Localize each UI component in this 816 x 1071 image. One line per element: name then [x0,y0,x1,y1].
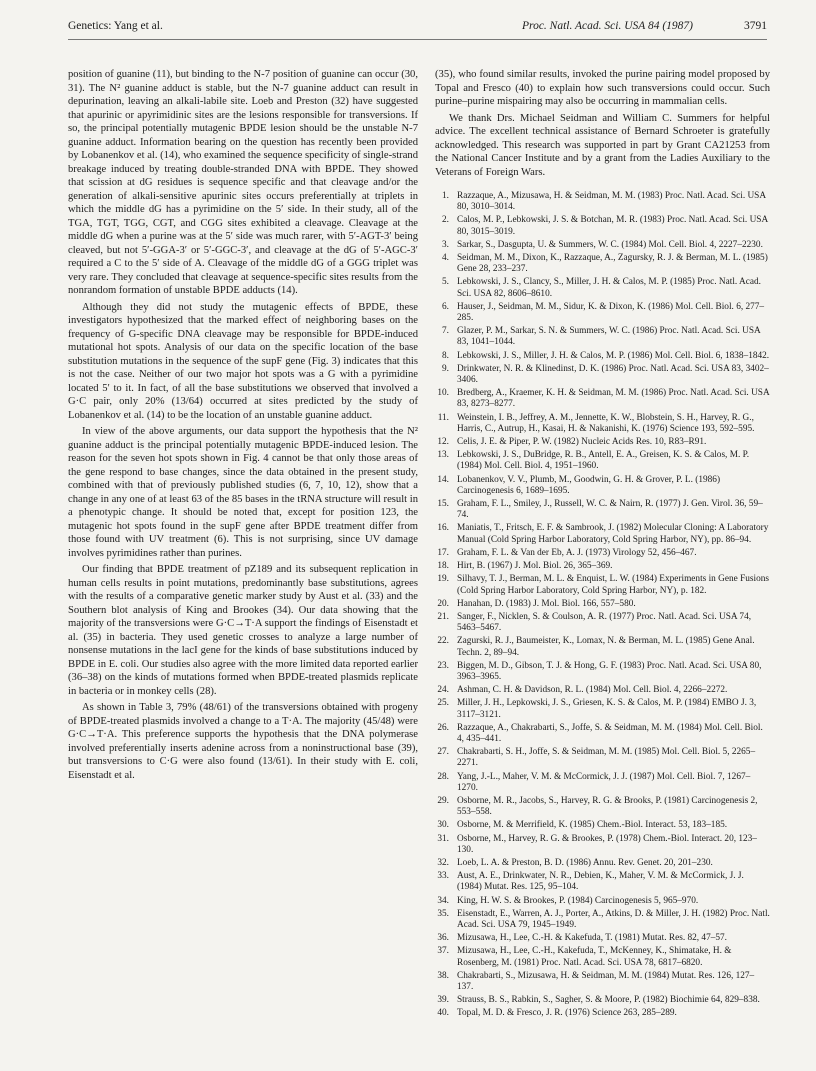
reference-number: 11. [437,412,449,423]
reference-text: Razzaque, A., Mizusawa, H. & Seidman, M. M. (1983) Proc. Natl. Acad. Sci. USA 80, 3010–3014. [457,191,766,213]
reference-item [435,636,770,658]
reference-number: 33. [437,871,449,882]
reference-item [435,612,770,634]
reference-text: Strauss, B. S., Rabkin, S., Sagher, S. & Moore, P. (1982) Biochimie 64, 829–838. [457,995,760,1006]
reference-text: Topal, M. D. & Fresco, J. R. (1976) Science 263, 285–289. [457,1008,677,1019]
reference-item [435,351,770,362]
reference-text: Maniatis, T., Fritsch, E. F. & Sambrook, J. (1982) Molecular Cloning: A Laboratory Manual (Cold Spring Harbor Laboratory, Cold Spring Harbor, NY), pp. 86–94. [457,523,769,545]
reference-number: 30. [437,820,449,831]
reference-text: Lebkowski, J. S., DuBridge, R. B., Antell, E. A., Greisen, K. S. & Calos, M. P. (1984) Mol. Cell. Biol. 4, 1951–1960. [457,450,750,472]
body-paragraph: In view of the above arguments, our data support the hypothesis that the N² guanine adduct is the principal potentially mutagenic BPDE-induced lesion. The reason for the seven hot spots shown in Fig. 4 cannot be that only those areas of the gene respond to base changes, since the data obtained in the present study, combined with that of previously published studies (6, 7, 10, 12), show that a change in any one of at least 63 of the 85 bases in the tRNA structure will result in a phenotypic change. It should be noted that, except for position 123, the mutagenic hot spots found in the supF gene after BPDE treatment differ from those found with UV treatment (6). This is not surprising, since UV damage involves pyrimidines rather than purines. [68,426,418,559]
reference-text: Drinkwater, N. R. & Klinedinst, D. K. (1986) Proc. Natl. Acad. Sci. USA 83, 3402–3406. [457,363,769,386]
running-head: Genetics: Yang et al. [68,20,163,32]
reference-number: 20. [437,598,449,609]
reference-text: Sarkar, S., Dasgupta, U. & Summers, W. C. (1984) Mol. Cell. Biol. 4, 2227–2230. [457,239,763,250]
reference-number: 38. [437,970,449,981]
reference-item [435,698,770,720]
reference-text: Osborne, M. R., Jacobs, S., Harvey, R. G. & Brooks, P. (1981) Carcinogenesis 2, 553–558. [457,795,758,818]
reference-text: Razzaque, A., Chakrabarti, S., Joffe, S. & Seidman, M. M. (1984) Mol. Cell. Biol. 4, 435–441. [457,722,763,744]
left-column [68,68,418,782]
reference-number: 39. [437,995,449,1006]
reference-item [435,326,770,348]
reference-text: Ashman, C. H. & Davidson, R. L. (1984) Mol. Cell. Biol. 4, 2266–2272. [457,685,728,696]
reference-number: 17. [437,547,449,558]
reference-item [435,946,770,968]
reference-item [435,277,770,299]
reference-number: 29. [437,795,449,806]
reference-text: Graham, F. L. & Van der Eb, A. J. (1973) Virology 52, 456–467. [457,547,697,558]
reference-number: 10. [437,388,449,399]
reference-item [435,896,770,907]
reference-number: 13. [437,450,449,461]
reference-item [435,858,770,869]
reference-number: 26. [437,722,449,733]
reference-text: Hauser, J., Seidman, M. M., Sidur, K. & Dixon, K. (1986) Mol. Cell. Biol. 6, 277–285. [457,301,765,324]
reference-text: Seidman, M. M., Dixon, K., Razzaque, A., Zagursky, R. J. & Berman, M. L. (1985) Gene 28, 233–237. [457,253,768,275]
reference-text: Mizusawa, H., Lee, C.-H., Kakefuda, T., McKenney, K., Shimatake, H. & Rosenberg, M. (1981) Proc. Natl. Acad. Sci. USA 78, 6817–6820. [457,946,732,968]
reference-text: Yang, J.-L., Maher, V. M. & McCormick, J. J. (1987) Mol. Cell. Biol. 7, 1267–1270. [457,771,751,793]
page-number: 3791 [744,20,767,32]
reference-item [435,240,770,251]
reference-item [435,574,770,596]
reference-item [435,796,770,818]
reference-item [435,933,770,944]
reference-item [435,723,770,745]
reference-item [435,599,770,610]
reference-number: 12. [437,437,449,448]
reference-item [435,523,770,545]
right-column [435,68,770,1022]
reference-item [435,450,770,472]
reference-text: Sanger, F., Nicklen, S. & Coulson, A. R. (1977) Proc. Natl. Acad. Sci. USA 74, 5463–5467. [457,611,752,634]
reference-number: 36. [437,933,449,944]
reference-number: 34. [437,895,449,906]
reference-number: 22. [437,636,449,647]
reference-item [435,1008,770,1019]
reference-item [435,388,770,410]
reference-item [435,499,770,521]
reference-text: Lebkowski, J. S., Miller, J. H. & Calos, M. P. (1986) Mol. Cell. Biol. 6, 1838–1842. [457,350,770,361]
reference-item [435,302,770,324]
reference-number: 8. [442,350,449,361]
reference-number: 14. [437,474,449,485]
reference-item [435,834,770,856]
reference-item [435,747,770,769]
reference-item [435,215,770,237]
body-paragraph: Our finding that BPDE treatment of pZ189 and its subsequent replication in human cells results in point mutations, predominantly base substitutions, agrees with the results of a comparative genetic marker study by Aust et al. (33) and the Southern blot analysis of King and Brookes (34). Our data showing that the majority of the transversions were G·C→T·A support the findings of Eisenstadt et al. (35) in bacteria. They used genetic crosses to analyze a large number of nonsense mutations in the lacI gene for the kinds of base substitutions induced by BPDE in E. coli. Our studies also agree with the more limited data reported earlier (36–38) on the kinds of mutations formed when BPDE-treated plasmids replicate in bacteria or in monkey cells (28). [68,564,418,697]
reference-number: 21. [437,611,449,622]
reference-number: 18. [437,561,449,572]
reference-number: 35. [437,908,449,919]
reference-text: Celis, J. E. & Piper, P. W. (1982) Nucleic Acids Res. 10, R83–R91. [457,437,707,448]
reference-number: 40. [437,1008,449,1019]
body-paragraph: position of guanine (11), but binding to the N-7 position of guanine can occur (30, 31). The N² guanine adduct is stable, but the N-7 guanine adduct can result in depurination, leaving an alkali-labile site. Loeb and Preston (32) have suggested that apurinic or apyrimidinic sites are the lesions responsible for transversions. If so, the principal potentially mutagenic BPDE lesion should be the unstable N-7 guanine adduct. Information bearing on the question has recently been provided by Lobanenkov et al. (14), who examined the sequence specificity of single-strand breakage induced by treating double-stranded DNA with BPDE. They showed that scission at dG residues is sequence specific and that cleavage and/or the generation of alkali-sensitive apurinic sites occurs preferentially at triplets in which the middle dG has a pyrimidine on the 5′ side. In their study, all of the TGA, TGT, TGG, CGT, and CGG sites exhibited a cleavage. Cleavage at the middle dG when a purine was at the 5′ side was much rarer, with 5′-AGT-3′ being cleaved, but not 5′-GGA-3′ or 5′-GGC-3′, and cleavage at the dG of 5′-AGC-3′ required a C to the 5′ side of A. Cleavage of the middle dG of a GGG triplet was very rare. They concluded that cleavage at sequence-specific sites results from the nonrandom formation of unstable BPDE adducts (14). [68,69,418,296]
reference-item [435,548,770,559]
body-paragraph: As shown in Table 3, 79% (48/61) of the transversions obtained with progeny of BPDE-treated plasmids involved a change to a T·A. The majority (45/48) were G·C→T·A. This preference supports the hypothesis that the DNA polymerase involved preferentially inserts adenine across from a noninstructional base (39), but transversions to C·G were also found (13/61). In their study with E. coli, Eisenstadt et al. [68,702,418,781]
reference-text: Loeb, L. A. & Preston, B. D. (1986) Annu. Rev. Genet. 20, 201–230. [457,857,713,868]
reference-text: King, H. W. S. & Brookes, P. (1984) Carcinogenesis 5, 965–970. [457,895,699,906]
reference-number: 7. [442,326,449,337]
reference-item [435,909,770,931]
reference-item [435,413,770,435]
reference-number: 23. [437,660,449,671]
journal-citation: Proc. Natl. Acad. Sci. USA 84 (1987) [522,20,693,32]
reference-number: 5. [442,277,449,288]
reference-item [435,475,770,497]
reference-number: 2. [442,215,449,226]
reference-item [435,191,770,213]
reference-number: 1. [442,191,449,201]
reference-text: Miller, J. H., Lepkowski, J. S., Griesen, K. S. & Calos, M. P. (1984) EMBO J. 3, 3117–3121. [457,698,757,720]
reference-item [435,772,770,794]
reference-text: Glazer, P. M., Sarkar, S. N. & Summers, W. C. (1986) Proc. Natl. Acad. Sci. USA 83, 1041–1044. [457,326,761,348]
reference-number: 28. [437,771,449,782]
reference-text: Calos, M. P., Lebkowski, J. S. & Botchan, M. R. (1983) Proc. Natl. Acad. Sci. USA 80, 3015–3019. [457,215,768,237]
reference-text: Bredberg, A., Kraemer, K. H. & Seidman, M. M. (1986) Proc. Natl. Acad. Sci. USA 83, 8273–8277. [457,388,770,410]
reference-item [435,661,770,683]
reference-number: 16. [437,523,449,534]
reference-number: 32. [437,857,449,868]
header-rule [68,39,767,40]
reference-item [435,820,770,831]
reference-number: 27. [437,747,449,758]
reference-number: 4. [442,253,449,264]
reference-text: Hirt, B. (1967) J. Mol. Biol. 26, 365–369. [457,561,613,572]
reference-number: 6. [442,301,449,312]
reference-item [435,364,770,386]
body-paragraph: Although they did not study the mutagenic effects of BPDE, these investigators hypothesized that the marked effect of neighboring bases on the frequency of G-specific DNA cleavage may be responsible for BPDE-induced mutational hot spots. Analysis of our data on the specific location of the base substitution mutations in the sequence of the supF gene (Fig. 3) indicates that this is not the case. Neither of our two major hot spots was a G with a pyrimidine located 5′ to it. In fact, of all the base substitutions we observed that involved a G·C pair, only 20% (13/64) occurred at sites predicted by the study of Lobanenkov et al. (14) to be the location of an unstable guanine adduct. [68,301,418,421]
reference-text: Graham, F. L., Smiley, J., Russell, W. C. & Nairn, R. (1977) J. Gen. Virol. 36, 59–74. [457,499,763,521]
reference-number: 37. [437,946,449,957]
reference-item [435,253,770,275]
reference-number: 25. [437,698,449,709]
reference-text: Lebkowski, J. S., Clancy, S., Miller, J. H. & Calos, M. P. (1985) Proc. Natl. Acad. Sci. USA 82, 8606–8610. [457,277,761,299]
reference-text: Osborne, M., Harvey, R. G. & Brookes, P. (1978) Chem.-Biol. Interact. 20, 123–130. [457,833,757,855]
acknowledgment: We thank Drs. Michael Seidman and William C. Summers for helpful advice. The excellent technical assistance of Bernard Schroeter is gratefully acknowledged. This research was supported in part by Grant CA21253 from the National Cancer Institute and by a grant from the Ladies Auxiliary to the Veterans of Foreign Wars. [435,112,770,178]
reference-list [435,191,770,1020]
reference-text: Zagurski, R. J., Baumeister, K., Lomax, N. & Berman, M. L. (1985) Gene Anal. Techn. 2, 89–94. [457,636,755,658]
reference-text: Osborne, M. & Merrifield, K. (1985) Chem.-Biol. Interact. 53, 183–185. [457,820,728,831]
reference-text: Hanahan, D. (1983) J. Mol. Biol. 166, 557–580. [457,598,636,609]
reference-text: Silhavy, T. J., Berman, M. L. & Enquist, L. W. (1984) Experiments in Gene Fusions (Cold Spring Harbor Laboratory, Cold Spring Harbor, NY), p. 182. [457,574,770,596]
reference-number: 15. [437,499,449,510]
reference-number: 9. [442,363,449,374]
reference-item [435,685,770,696]
reference-text: Lobanenkov, V. V., Plumb, M., Goodwin, G. H. & Grover, P. L. (1986) Carcinogenesis 6, 1689–1695. [457,474,721,496]
reference-text: Biggen, M. D., Gibson, T. J. & Hong, G. F. (1983) Proc. Natl. Acad. Sci. USA 80, 3963–3965. [457,660,762,682]
reference-item [435,995,770,1006]
reference-text: Chakrabarti, S., Mizusawa, H. & Seidman, M. M. (1984) Mutat. Res. 126, 127–137. [457,970,755,992]
continuation-paragraph: (35), who found similar results, invoked the purine pairing model proposed by Topal and Fresco (40) to explain how such transversions could occur. Such purine–purine mispairing may also be occurring in mammalian cells. [435,69,770,107]
reference-number: 31. [437,833,449,844]
reference-text: Mizusawa, H., Lee, C.-H. & Kakefuda, T. (1981) Mutat. Res. 82, 47–57. [457,933,727,944]
reference-item [435,437,770,448]
reference-item [435,871,770,893]
reference-text: Chakrabarti, S. H., Joffe, S. & Seidman, M. M. (1985) Mol. Cell. Biol. 5, 2265–2271. [457,747,756,769]
reference-text: Eisenstadt, E., Warren, A. J., Porter, A., Atkins, D. & Miller, J. H. (1982) Proc. Natl. Acad. Sci. USA 79, 1945–1949. [457,908,770,930]
reference-number: 24. [437,685,449,696]
reference-item [435,971,770,993]
reference-item [435,561,770,572]
reference-text: Aust, A. E., Drinkwater, N. R., Debien, K., Maher, V. M. & McCormick, J. J. (1984) Mutat. Res. 125, 95–104. [457,871,744,893]
reference-text: Weinstein, I. B., Jeffrey, A. M., Jennette, K. W., Blobstein, S. H., Harvey, R. G., Harris, C., Autrup, H., Kasai, H. & Nakanishi, K. (1976) Science 193, 592–595. [457,412,755,434]
reference-number: 19. [437,574,449,585]
reference-number: 3. [442,239,449,250]
